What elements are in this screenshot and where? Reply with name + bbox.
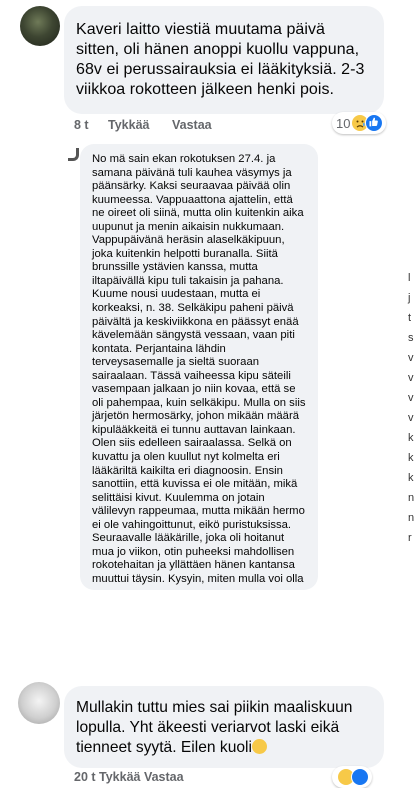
quote-mark-icon [68, 148, 79, 161]
cutoff-letter: j [408, 292, 411, 304]
cutoff-text-column [408, 268, 418, 548]
reaction-summary[interactable] [332, 766, 372, 788]
cutoff-letter: v [408, 412, 414, 424]
message-bubble [80, 144, 318, 590]
cutoff-letter: n [408, 492, 415, 504]
reaction-count: 10 [336, 115, 351, 131]
cutoff-letter: k [408, 432, 414, 444]
comment-text-body: Mullakin tuttu mies sai piikin maaliskuun lopulla. Yht äkeesti veriarvot laski eikä tienneet syytä. Eilen kuoli [76, 699, 353, 756]
reaction-summary[interactable] [332, 112, 386, 134]
comment-text: Kaveri laitto viestiä muutama päivä sitten, oli hänen anoppi kuollu vappuna, 68v ei perussairauksia ei lääkityksiä. 2-3 viikkoa rokotteen jälkeen henki pois. [76, 21, 365, 98]
comment-meta: 20 t Tykkää Vastaa [74, 770, 184, 784]
thumbs-up-icon [365, 114, 383, 132]
comment-bubble [64, 6, 384, 114]
cutoff-letter: l [408, 272, 411, 284]
cutoff-letter: k [408, 452, 414, 464]
cutoff-letter: n [408, 512, 415, 524]
comment-timestamp[interactable]: 8 t [74, 118, 89, 132]
comment-text [76, 698, 372, 758]
cutoff-letter: v [408, 392, 414, 404]
cutoff-letter: v [408, 352, 414, 364]
sad-face-icon [252, 739, 267, 754]
cutoff-letter: k [408, 472, 414, 484]
commenter-avatar[interactable] [20, 6, 60, 46]
message-text: No mä sain ekan rokotuksen 27.4. ja samana päivänä tuli kauhea väsymys ja päänsärky. Kaksi seuraavaa päivää olin kuumeessa. Vappuaattona ajattelin, että ne oireet oli siinä, mutta olin kuitenkin aika uupunut ja menin aikaisin nukkumaan. Vappupäivänä heräsin alaselkäkipuun, joka kuitenkin helpotti buranalla. Siitä brunssille ystävien kanssa, mutta iltapäivällä kipu tuli takaisin ja pahana. Kuume nousi uudestaan, mutta ei korkeaksi, n. 38. Selkäkipu paheni päivä päivältä ja keskiviikkona en päässyt enää kävelemään sängystä vessaan, vaan piti kontata. Perjantaina lähdin terveysasemalle ja sieltä suoraan sairaalaan. Tässä vaiheessa kipu säteili vasempaan jalkaan jo niin kovaa, että se oli pahempaa, kuin selkäkipu. Mulla on siis järjetön hermosärky, johon mikään määrä kipulääkkeitä ei tunnu auttavan lainkaan. Olen siis edelleen sairaalassa. Selkä on kuvattu ja olen kuullut nyt kolmelta eri lääkäriltä kaikilta eri diagnoosin. Ensin sanottiin, että kuvissa ei ole mitään, mikä selittäisi kivut. Kuulemma on jotain välilevyn rappeumaa, mutta mikään hermo ei ole vahingoittunut, eikö puristuksissa. Seuraavalle lääkärille, joka oli hoitanut mua jo viikon, otin puheeksi mahdollisen rokotehaitan ja yllättäen hänen kantansa muuttui täysin. Kysyin, miten mulla voi olla [92, 153, 306, 585]
comment-bubble [64, 686, 384, 768]
thumbs-up-icon [351, 768, 369, 786]
cutoff-letter: s [408, 332, 414, 344]
cutoff-letter: v [408, 372, 414, 384]
cutoff-letter: t [408, 312, 412, 324]
like-link[interactable]: Tykkää [108, 118, 150, 132]
commenter-avatar[interactable] [18, 682, 60, 724]
cutoff-letter: r [408, 532, 412, 544]
reply-link[interactable]: Vastaa [172, 118, 212, 132]
